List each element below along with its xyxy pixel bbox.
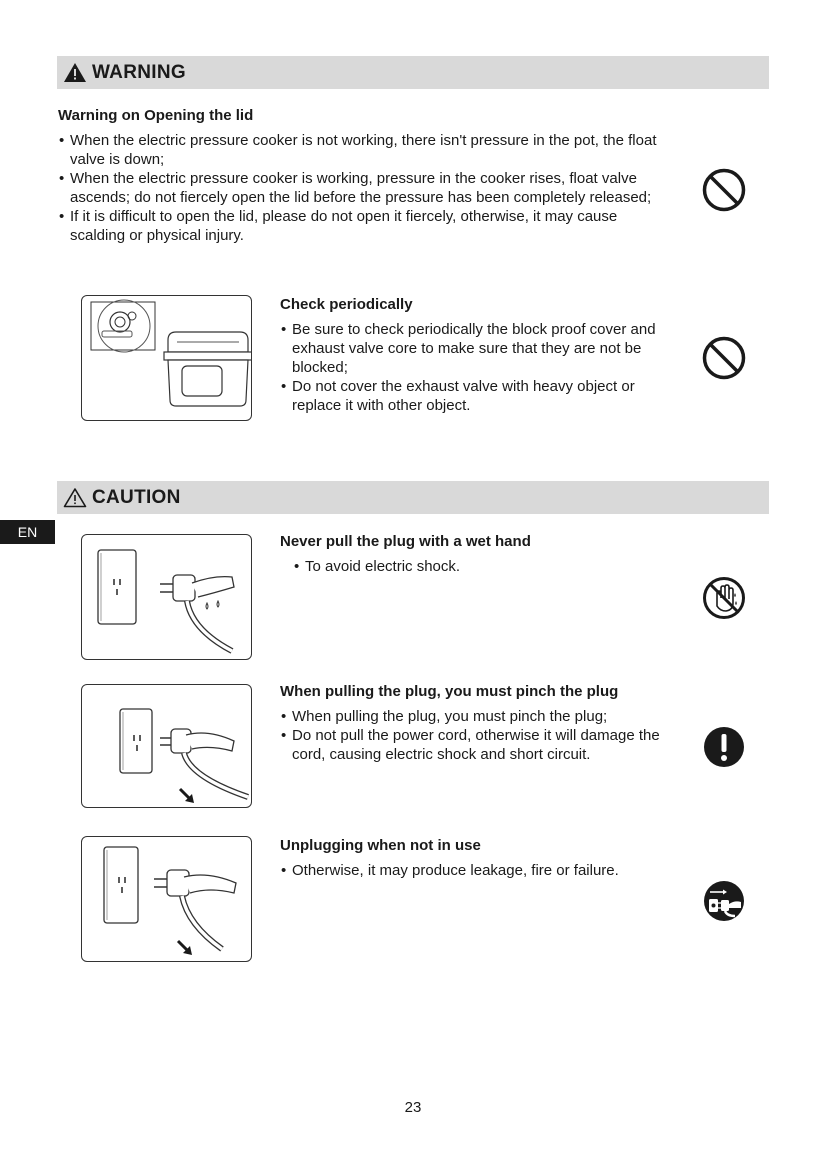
list-item: • If it is difficult to open the lid, please do not open it fiercely, otherwise, it may cause scalding or physical injury. [58,207,658,245]
list-item: • Otherwise, it may produce leakage, fire or failure. [280,861,660,880]
wet-hand-plug-illustration [81,534,252,660]
list-item: • To avoid electric shock. [293,557,653,576]
prohibition-icon [702,168,746,217]
pinch-heading: When pulling the plug, you must pinch the plug [280,683,619,700]
caution-banner [57,481,769,514]
caution-triangle-outline-icon [63,487,87,508]
unplug-illustration [81,836,252,962]
language-tab: EN [0,520,55,544]
list-item: • When the electric pressure cooker is not working, there isn't pressure in the pot, the float valve is down; [58,131,658,169]
pressure-cooker-illustration [81,295,252,421]
pinch-bullets [280,707,660,764]
caution-title: CAUTION [92,486,181,508]
wet-hand-heading: Never pull the plug with a wet hand [280,533,531,550]
unplug-heading: Unplugging when not in use [280,837,481,854]
list-item: • Do not cover the exhaust valve with heavy object or replace it with other object. [280,377,660,415]
warning-title: WARNING [92,61,186,83]
warning-triangle-filled-icon [63,62,87,83]
warning-banner [57,56,769,89]
no-wet-hands-icon [702,576,746,625]
pinch-plug-illustration [81,684,252,808]
mandatory-exclamation-icon [703,726,745,773]
list-item: • Be sure to check periodically the block proof cover and exhaust valve core to make sure that they are not be blocked; [280,320,660,377]
check-heading: Check periodically [280,296,413,313]
lid-heading: Warning on Opening the lid [58,107,254,124]
lid-bullets [58,131,658,245]
unplug-bullets [280,861,660,880]
list-item: • When pulling the plug, you must pinch the plug; [280,707,660,726]
unplug-icon [703,880,745,927]
check-bullets [280,320,660,415]
wet-hand-bullets [293,557,653,576]
page-number: 23 [404,1099,422,1116]
prohibition-icon [702,336,746,385]
list-item: • When the electric pressure cooker is working, pressure in the cooker rises, float valve ascends; do not fiercely open the lid before the pressure has been completely released; [58,169,658,207]
list-item: • Do not pull the power cord, otherwise it will damage the cord, causing electric shock and short circuit. [280,726,660,764]
